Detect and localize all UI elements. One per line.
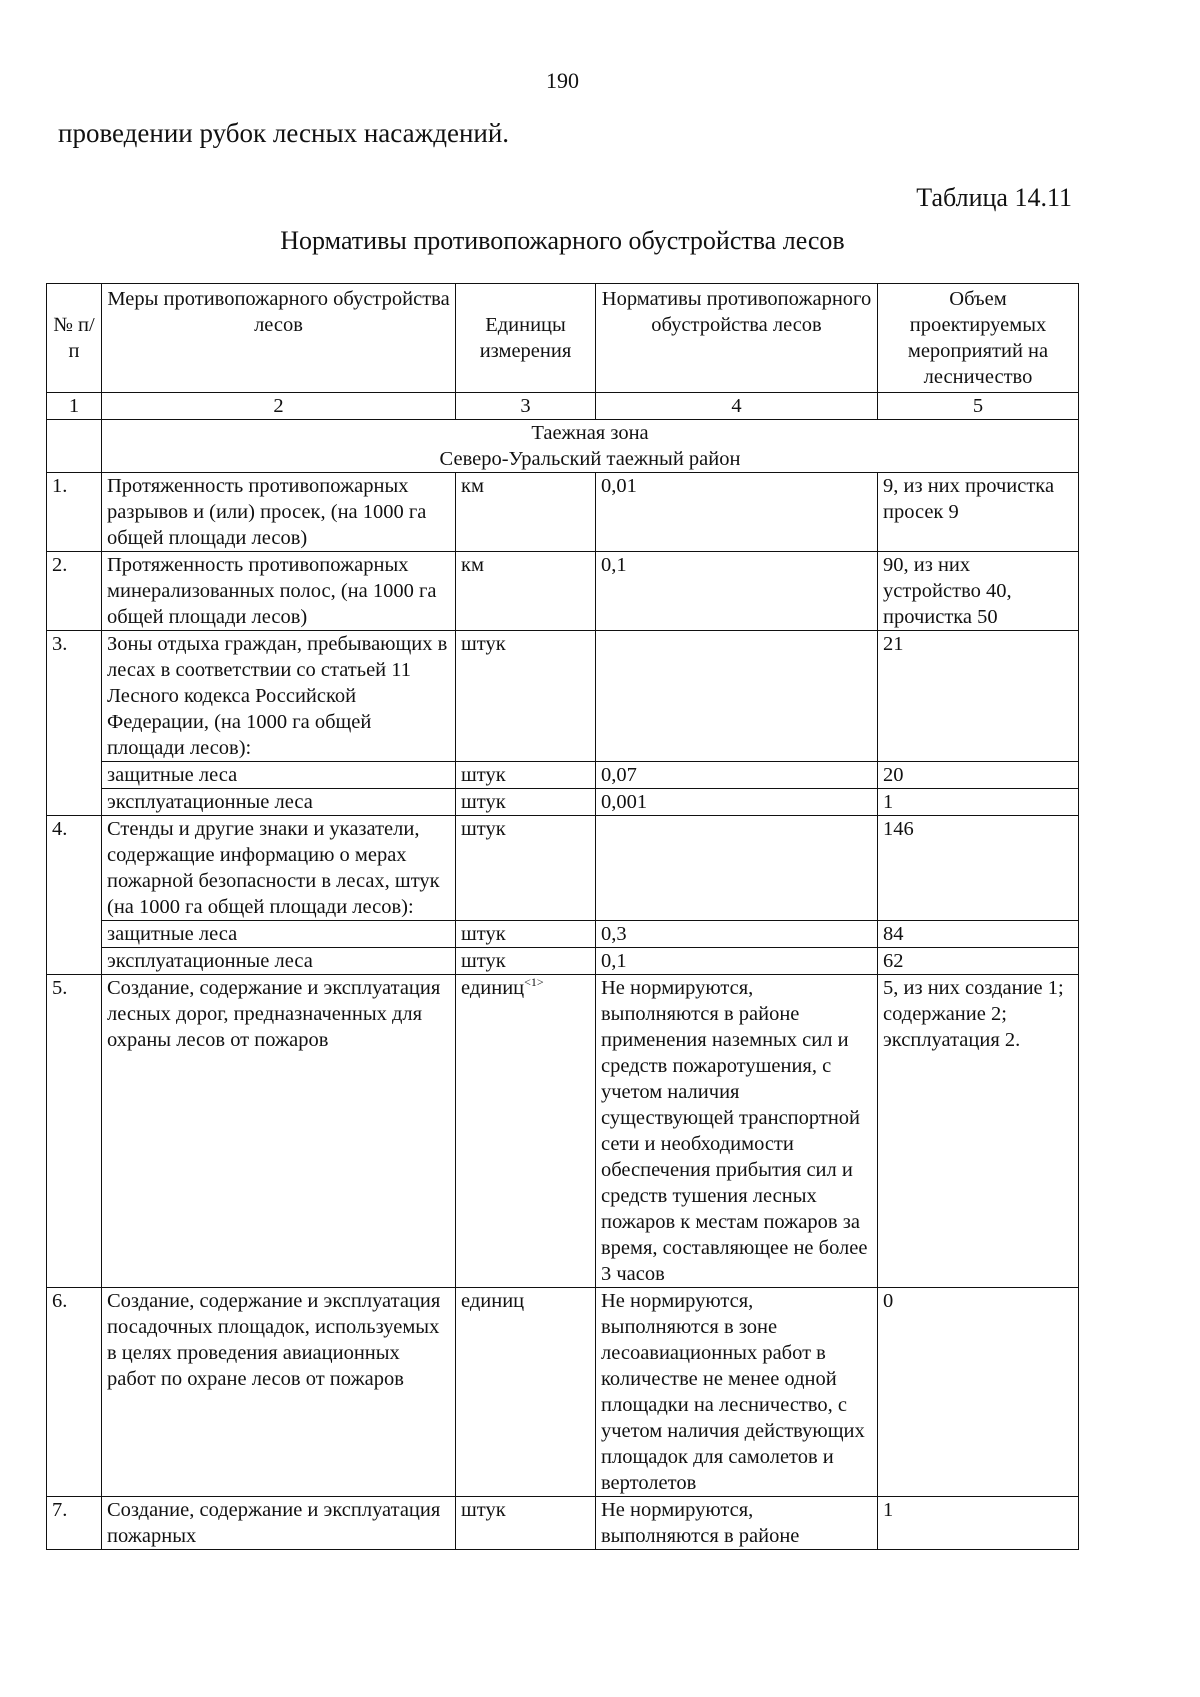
table-row [47, 473, 1079, 552]
row-volume: 0 [878, 1288, 1079, 1497]
table-caption: Таблица 14.11 [916, 183, 1072, 212]
row-unit: единиц [456, 1288, 596, 1497]
table-subrow [47, 762, 1079, 789]
row-norm: 0,01 [596, 473, 878, 552]
zone-name: Таежная зона [531, 422, 649, 444]
subrow-unit: штук [456, 789, 596, 816]
subrow-volume: 1 [878, 789, 1079, 816]
header-num: № п/п [47, 284, 102, 393]
row-volume: 9, из них прочистка просек 9 [878, 473, 1079, 552]
row-norm: Не нормируются, выполняются в районе [596, 1497, 878, 1550]
row-norm: Не нормируются, выполняются в районе применения наземных сил и средств пожаротушения, с учетом наличия существующей транспортной сети и необходимости обеспечения прибытия сил и средств тушения лесных пожаров к местам пожаров за время, составляющее не более 3 часов [596, 975, 878, 1288]
row-norm [596, 631, 878, 762]
subrow-measure: защитные леса [102, 921, 456, 948]
row-measure: Создание, содержание и эксплуатация пожарных [102, 1497, 456, 1550]
row-volume: 1 [878, 1497, 1079, 1550]
row-num: 1. [47, 473, 102, 552]
subrow-norm: 0,1 [596, 948, 878, 975]
header-unit: Единицы измерения [456, 284, 596, 393]
row-num: 5. [47, 975, 102, 1288]
row-unit: км [456, 473, 596, 552]
row-unit: единиц [461, 977, 525, 999]
subrow-norm: 0,07 [596, 762, 878, 789]
header-measure: Меры противопожарного обустройства лесов [102, 284, 456, 393]
row-norm: 0,1 [596, 552, 878, 631]
column-number: 5 [878, 393, 1079, 420]
table-row [47, 816, 1079, 921]
page-number: 190 [546, 68, 579, 93]
row-unit: км [456, 552, 596, 631]
column-number: 1 [47, 393, 102, 420]
row-num: 2. [47, 552, 102, 631]
header-norm: Нормативы противопожарного обустройства лесов [596, 284, 878, 393]
subrow-volume: 62 [878, 948, 1079, 975]
row-measure: Создание, содержание и эксплуатация посадочных площадок, используемых в целях проведения авиационных работ по охране лесов от пожаров [102, 1288, 456, 1497]
table-subrow [47, 789, 1079, 816]
subrow-measure: защитные леса [102, 762, 456, 789]
subrow-unit: штук [456, 948, 596, 975]
row-volume: 21 [878, 631, 1079, 762]
footnote-marker: <1> [524, 975, 544, 990]
row-unit: штук [456, 631, 596, 762]
zone-district: Северо-Уральский таежный район [439, 448, 741, 470]
table-subrow [47, 921, 1079, 948]
row-measure: Зоны отдыха граждан, пребывающих в лесах в соответствии со статьей 11 Лесного кодекса Российской Федерации, (на 1000 га общей площади лесов): [102, 631, 456, 762]
row-measure: Протяженность противопожарных минерализованных полос, (на 1000 га общей площади лесов) [102, 552, 456, 631]
zone-heading [102, 420, 1079, 473]
row-measure: Стенды и другие знаки и указатели, содержащие информацию о мерах пожарной безопасности в лесах, штук (на 1000 га общей площади лесов): [102, 816, 456, 921]
row-volume: 90, из них устройство 40, прочистка 50 [878, 552, 1079, 631]
table-row [47, 975, 1079, 1288]
table-row [47, 552, 1079, 631]
row-norm [596, 816, 878, 921]
row-unit-cell [456, 975, 596, 1288]
column-number: 4 [596, 393, 878, 420]
row-norm: Не нормируются, выполняются в зоне лесоавиационных работ в количестве не менее одной площадки на лесничество, с учетом наличия действующих площадок для самолетов и вертолетов [596, 1288, 878, 1497]
subrow-volume: 20 [878, 762, 1079, 789]
norms-table [46, 283, 1079, 1550]
row-volume: 146 [878, 816, 1079, 921]
row-unit: штук [456, 1497, 596, 1550]
column-number: 2 [102, 393, 456, 420]
table-row [47, 1497, 1079, 1550]
row-num: 4. [47, 816, 102, 975]
row-measure: Протяженность противопожарных разрывов и (или) просек, (на 1000 га общей площади лесов) [102, 473, 456, 552]
header-volume: Объем проектируемых мероприятий на лесничество [878, 284, 1079, 393]
table-row [47, 1288, 1079, 1497]
subrow-norm: 0,3 [596, 921, 878, 948]
row-measure: Создание, содержание и эксплуатация лесных дорог, предназначенных для охраны лесов от пожаров [102, 975, 456, 1288]
subrow-unit: штук [456, 921, 596, 948]
table-row [47, 631, 1079, 762]
row-num: 3. [47, 631, 102, 816]
row-unit: штук [456, 816, 596, 921]
row-volume: 5, из них создание 1; содержание 2; эксплуатация 2. [878, 975, 1079, 1288]
row-num: 7. [47, 1497, 102, 1550]
zone-row [47, 420, 1079, 473]
table-header-row [47, 284, 1079, 393]
subrow-unit: штук [456, 762, 596, 789]
column-number: 3 [456, 393, 596, 420]
subrow-measure: эксплуатационные леса [102, 789, 456, 816]
subrow-measure: эксплуатационные леса [102, 948, 456, 975]
table-title: Нормативы противопожарного обустройства лесов [280, 226, 845, 255]
column-number-row [47, 393, 1079, 420]
table-subrow [47, 948, 1079, 975]
subrow-volume: 84 [878, 921, 1079, 948]
lead-text: проведении рубок лесных насаждений. [58, 118, 510, 148]
row-num: 6. [47, 1288, 102, 1497]
subrow-norm: 0,001 [596, 789, 878, 816]
